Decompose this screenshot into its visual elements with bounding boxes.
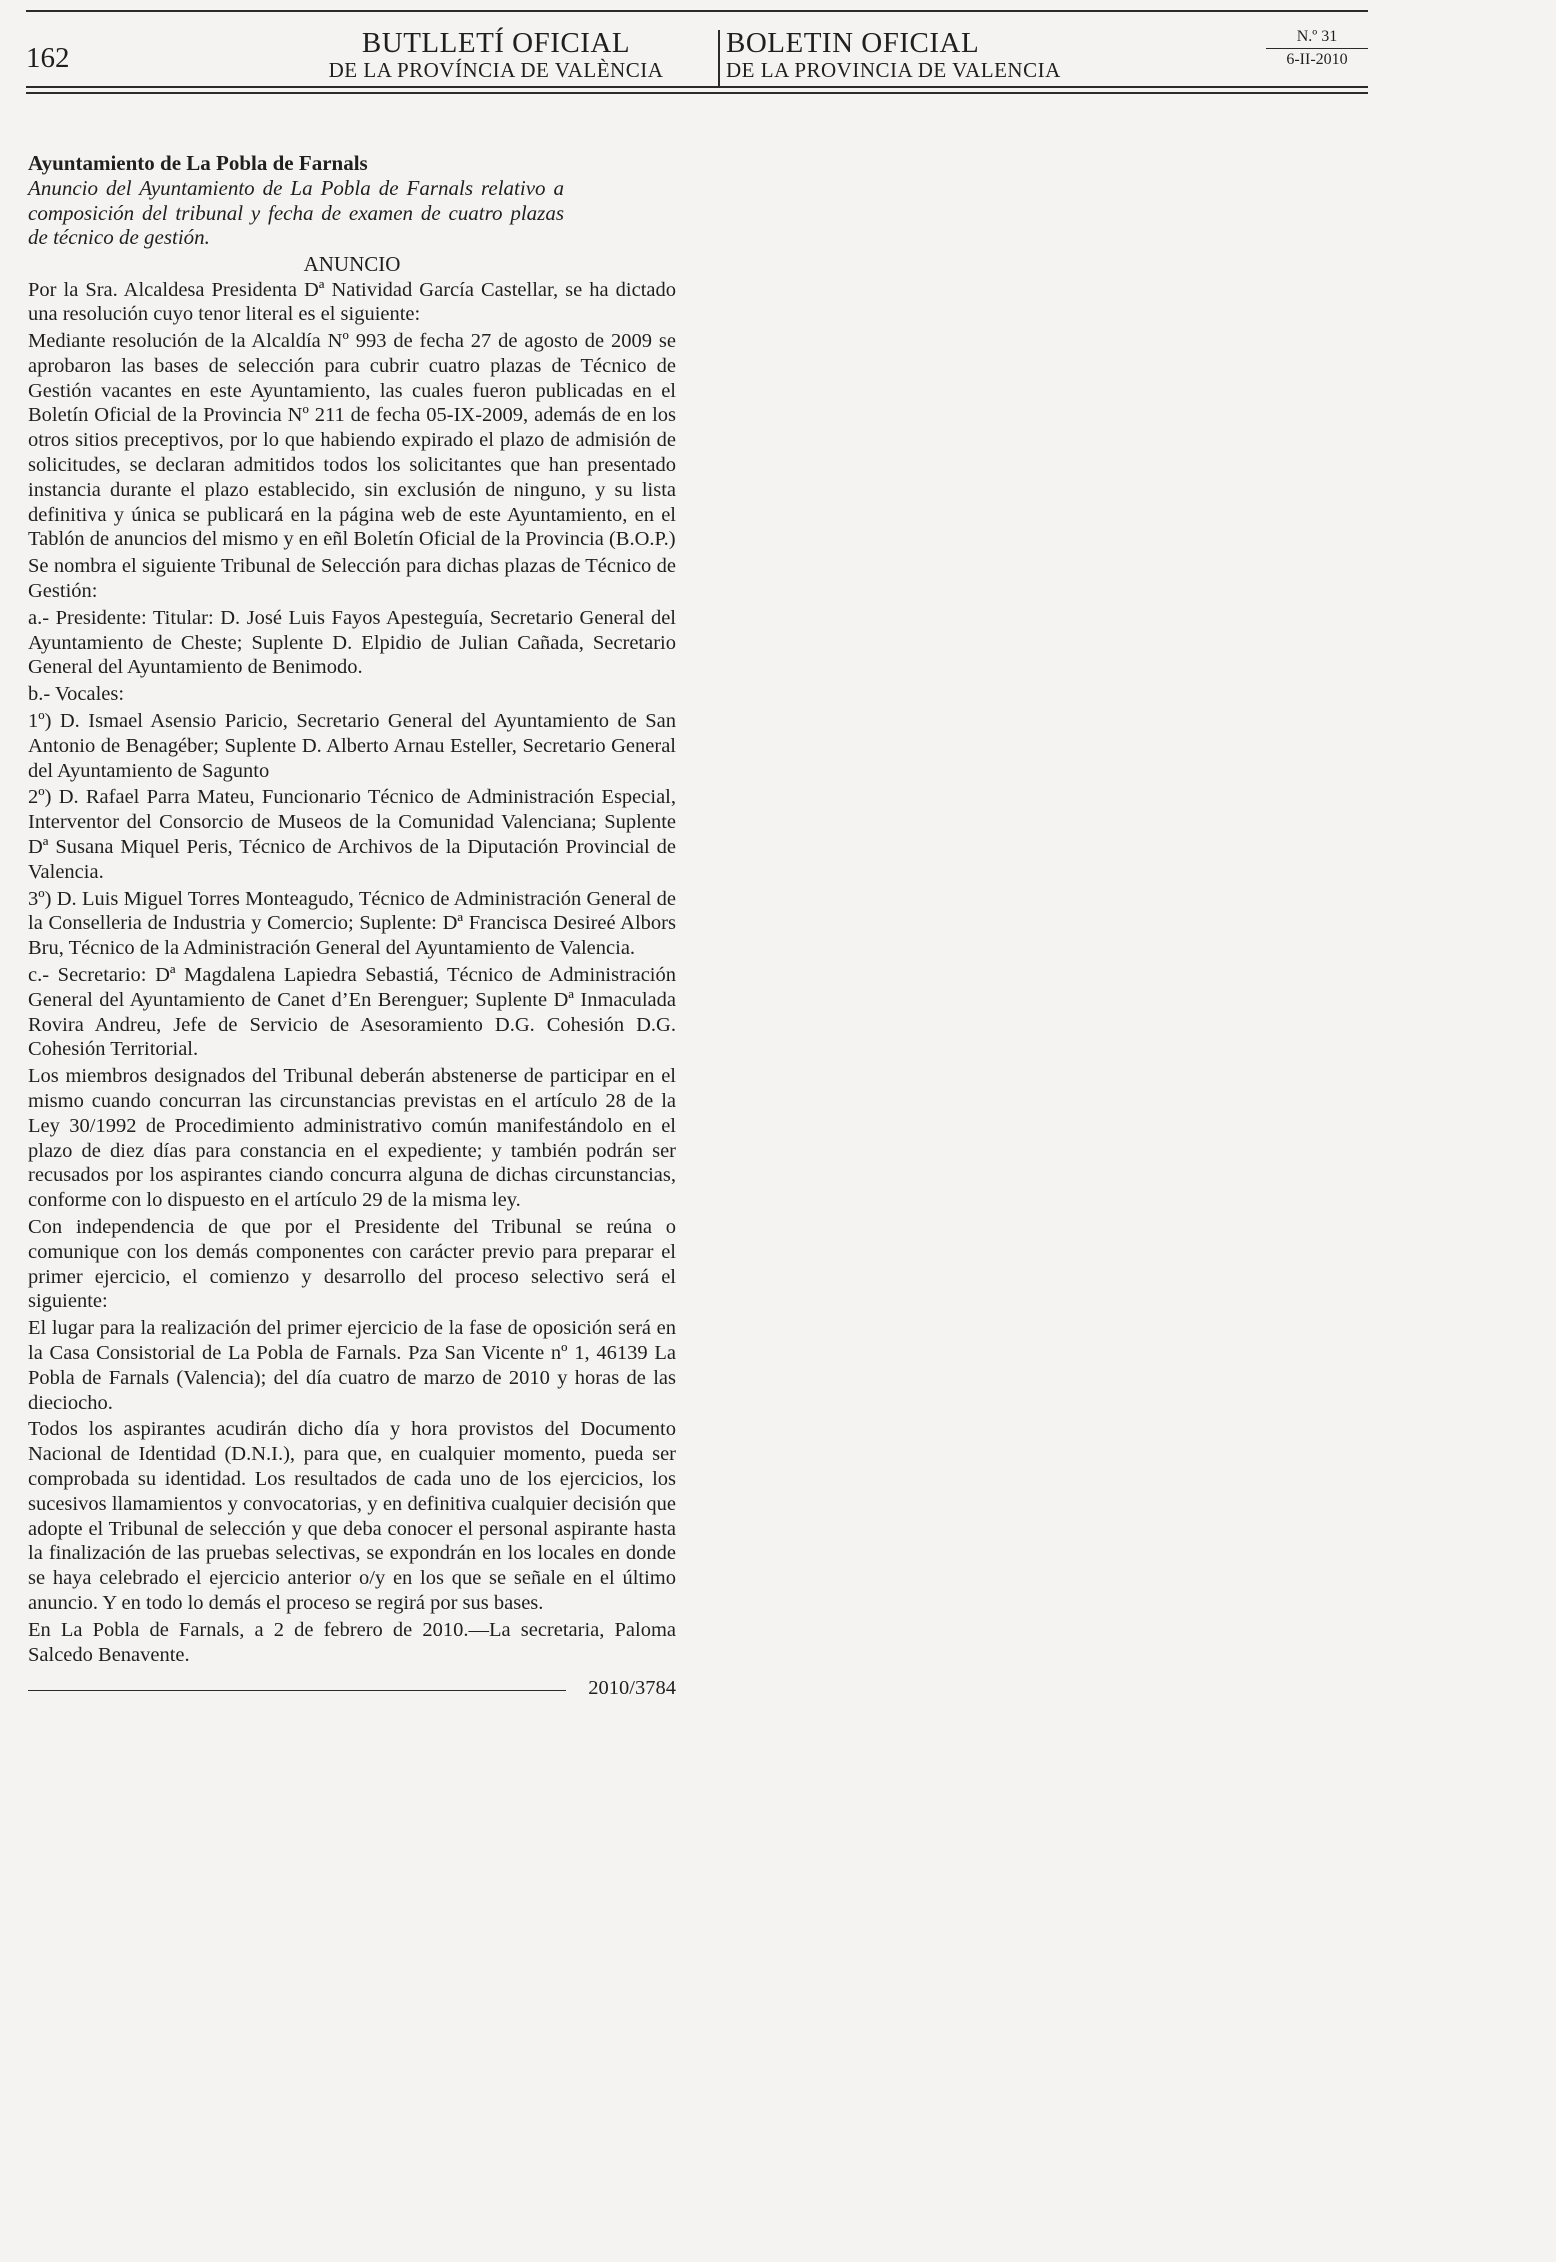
entity-name: Ayuntamiento de La Pobla de Farnals (28, 151, 368, 175)
paragraph: Con independencia de que por el Presidente del Tribunal se reúna o comunique con los demás componentes con carácter previo para preparar el primer ejercicio, el comienzo y desarrollo del proceso selectivo será el siguiente: (28, 1215, 676, 1313)
header-divider (718, 30, 720, 86)
paragraph: Todos los aspirantes acudirán dicho día y hora provistos del Documento Nacional de Identidad (D.N.I.), para que, en cualquier momento, pueda ser comprobada su identidad. Los resultados de cada uno de los ejercicios, los sucesivos llamamientos y convocatorias, y en definitiva cualquier decisión que adopte el Tribunal de selección y que deba conocer el personal aspirante hasta la finalización de las pruebas selectivas, se expondrán en los locales en donde se haya celebrado el ejercicio anterior o/y en los que se señale en el último anuncio. Y en todo lo demás el proceso se regirá por sus bases. (28, 1418, 676, 1614)
announcement-article (28, 150, 676, 1703)
header-bottom-rule (26, 86, 1368, 88)
paragraph: a.- Presidente: Titular: D. José Luis Fayos Apesteguía, Secretario General del Ayuntamiento de Cheste; Suplente D. Elpidio de Julian Cañada, Secretario General del Ayuntamiento de Benimodo. (28, 606, 676, 679)
bulletin-title-valencian-sub: DE LA PROVÍNCIA DE VALÈNCIA (328, 58, 664, 82)
paragraph: El lugar para la realización del primer ejercicio de la fase de oposición será en la Casa Consistorial de La Pobla de Farnals. Pza San Vicente nº 1, 46139 La Pobla de Farnals (Valencia); del día cuatro de marzo de 2010 y horas de las dieciocho. (28, 1317, 676, 1414)
paragraph: Mediante resolución de la Alcaldía Nº 993 de fecha 27 de agosto de 2009 se aprobaron las bases de selección para cubrir cuatro plazas de Técnico de Gestión vacantes en este Ayuntamiento, las cuales fueron publicadas en el Boletín Oficial de la Provincia Nº 211 de fecha 05-IX-2009, además de en los otros sitios preceptivos, por lo que habiendo expirado el plazo de admisión de solicitudes, se declaran admitidos todos los solicitantes que han presentado instancia durante el plazo establecido, sin exclusión de ninguno, y su lista definitiva y única se publicará en la página web de este Ayuntamiento, en el Tablón de anuncios del mismo y en eñl Boletín Oficial de la Provincia (B.O.P.) (28, 330, 676, 551)
issue-info (1266, 28, 1368, 69)
paragraph: b.- Vocales: (28, 683, 125, 706)
page-header (26, 10, 1368, 102)
issue-date: 6-II-2010 (1286, 51, 1348, 68)
reference-row (28, 1677, 676, 1703)
reference-rule (28, 1690, 566, 1691)
paragraph: 3º) D. Luis Miguel Torres Monteagudo, Técnico de Administración General de la Conselleria de Industria y Comercio; Suplente: Dª Francisca Desireé Albors Bru, Técnico de la Administración General del Ayuntamiento de Valencia. (28, 887, 676, 960)
bulletin-title-valencian-main: BUTLLETÍ OFICIAL (361, 27, 631, 59)
paragraph: 1º) D. Ismael Asensio Paricio, Secretario General del Ayuntamiento de San Antonio de Benagéber; Suplente D. Alberto Arnau Esteller, Secretario General del Ayuntamiento de Sagunto (28, 710, 676, 782)
header-bottom-rule-2 (26, 92, 1368, 94)
header-top-rule (26, 10, 1368, 12)
announcement-heading: ANUNCIO (303, 251, 401, 276)
bulletin-title-valencian (286, 28, 706, 82)
bulletin-title-spanish-main: BOLETIN OFICIAL (726, 27, 980, 59)
issue-number: N.º 31 (1266, 28, 1368, 49)
paragraph: Los miembros designados del Tribunal deberán abstenerse de participar en el mismo cuando concurran las circunstancias previstas en el artículo 28 de la Ley 30/1992 de Procedimiento administrativo común manifestándolo en el plazo de diez días para constancia en el expediente; y también podrán ser recusados por los aspirantes ciando concurra alguna de dichas circunstancias, conforme con lo dispuesto en el artículo 29 de la misma ley. (28, 1065, 676, 1212)
bulletin-title-spanish-sub: DE LA PROVINCIA DE VALENCIA (726, 58, 1061, 82)
announcement-summary: Anuncio del Ayuntamiento de La Pobla de Farnals relativo a composición del tribunal y fecha de examen de cuatro plazas de técnico de gestión. (28, 176, 564, 249)
signature-paragraph: En La Pobla de Farnals, a 2 de febrero de 2010.—La secretaria, Paloma Salcedo Benavente. (28, 1618, 676, 1666)
reference-number: 2010/3784 (588, 1677, 676, 1700)
paragraph: Se nombra el siguiente Tribunal de Selección para dichas plazas de Técnico de Gestión: (28, 555, 676, 603)
page-number: 162 (26, 42, 70, 74)
paragraph: Por la Sra. Alcaldesa Presidenta Dª Natividad García Castellar, se ha dictado una resolución cuyo tenor literal es el siguiente: (28, 278, 676, 326)
bulletin-title-spanish (726, 28, 1146, 82)
paragraph: c.- Secretario: Dª Magdalena Lapiedra Sebastiá, Técnico de Administración General del Ayuntamiento de Canet d’En Berenguer; Suplente Dª Inmaculada Rovira Andreu, Jefe de Servicio de Asesoramiento D.G. Cohesión D.G. Cohesión Territorial. (28, 964, 676, 1061)
paragraph: 2º) D. Rafael Parra Mateu, Funcionario Técnico de Administración Especial, Interventor del Consorcio de Museos de la Comunidad Valenciana; Suplente Dª Susana Miquel Peris, Técnico de Archivos de la Diputación Provincial de Valencia. (28, 786, 676, 883)
